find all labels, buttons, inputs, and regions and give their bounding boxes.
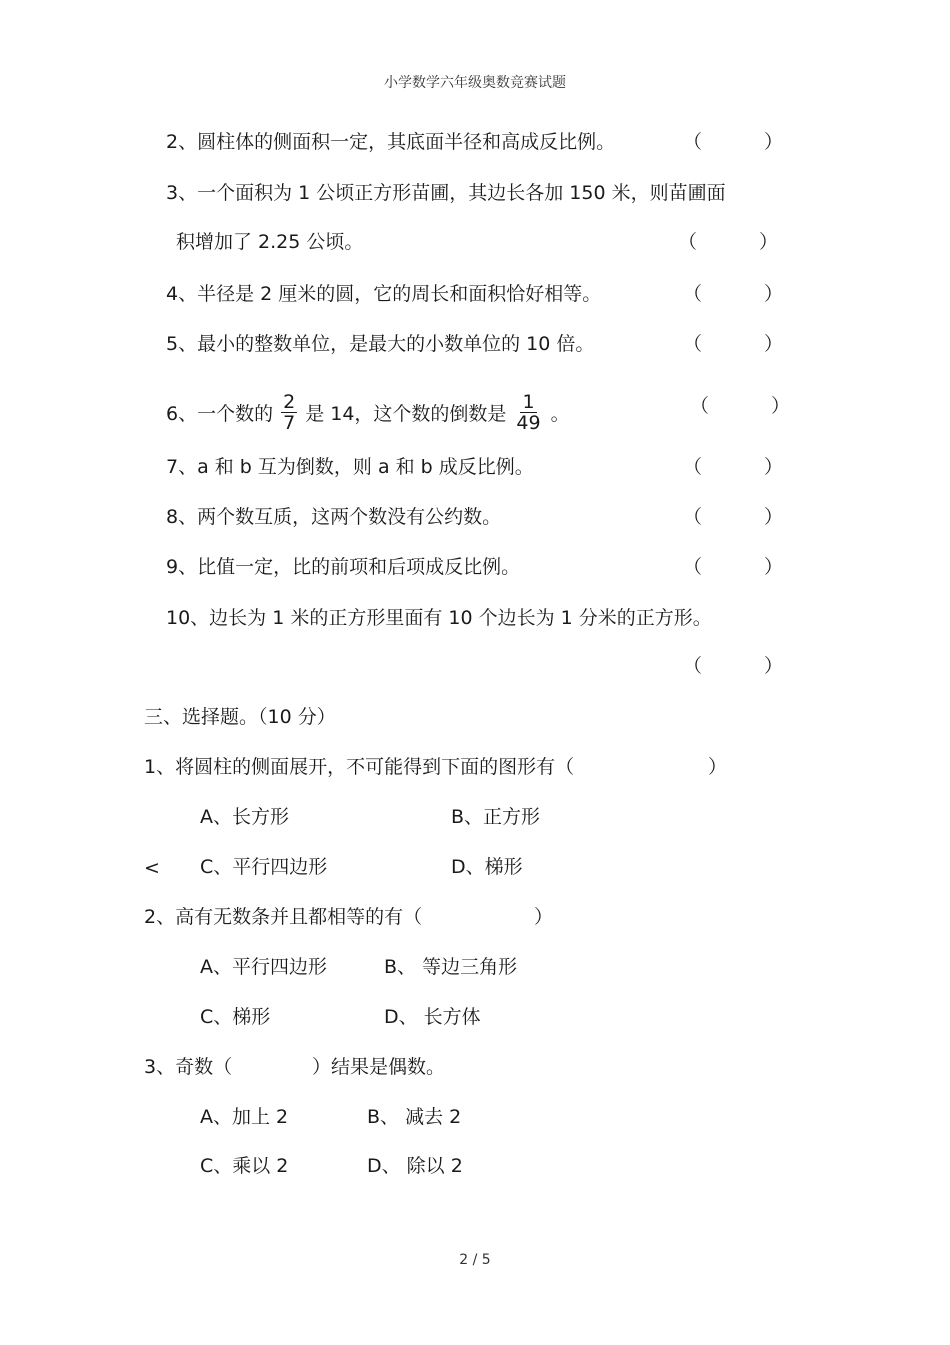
judgment-item-5: 5、最小的整数单位，是最大的小数单位的 10 倍。 bbox=[166, 333, 595, 355]
fraction-1-49: $\frac{1}{49}$ bbox=[516, 391, 541, 434]
choice-q2-option-c: C、梯形 bbox=[200, 1006, 271, 1028]
judgment-item-8: 8、两个数互质，这两个数没有公约数。 bbox=[166, 506, 502, 528]
answer-paren-7: （ ） bbox=[683, 456, 784, 478]
choice-q2-option-d: D、 长方体 bbox=[384, 1006, 481, 1028]
answer-paren-4: （ ） bbox=[683, 283, 784, 305]
section-title-choice: 三、选择题。（10 分） bbox=[144, 706, 336, 728]
answer-paren-9: （ ） bbox=[683, 556, 784, 578]
choice-q2-stem: 2、高有无数条并且都相等的有（ bbox=[144, 906, 423, 928]
choice-q3-option-a: A、加上 2 bbox=[200, 1106, 289, 1128]
answer-paren-3: （ ） bbox=[678, 231, 779, 253]
choice-q3-stem: 3、奇数（ bbox=[144, 1056, 233, 1078]
answer-paren-5: （ ） bbox=[683, 333, 784, 355]
choice-q1-close: ） bbox=[708, 756, 728, 778]
choice-q1-stem: 1、将圆柱的侧面展开，不可能得到下面的图形有（ bbox=[144, 756, 575, 778]
choice-q3-option-d: D、 除以 2 bbox=[367, 1155, 463, 1177]
stray-marker: < bbox=[144, 857, 160, 879]
choice-q1-option-a: A、长方形 bbox=[200, 806, 289, 828]
choice-q3-close: ）结果是偶数。 bbox=[312, 1056, 446, 1078]
choice-q2-option-b: B、 等边三角形 bbox=[384, 956, 518, 978]
choice-q2-close: ） bbox=[534, 906, 554, 928]
choice-q3-option-b: B、 减去 2 bbox=[367, 1106, 462, 1128]
judgment-item-2: 2、圆柱体的侧面积一定，其底面半径和高成反比例。 bbox=[166, 131, 616, 153]
answer-paren-2: （ ） bbox=[683, 131, 784, 153]
judgment-item-6: 6、一个数的 $\frac{2}{7}$ 是 14，这个数的倒数是 $\frac{1}{49}$ 。 bbox=[166, 391, 570, 434]
answer-paren-8: （ ） bbox=[683, 506, 784, 528]
judgment-item-10: 10、边长为 1 米的正方形里面有 10 个边长为 1 分米的正方形。 bbox=[166, 607, 712, 629]
judgment-item-3-cont: 积增加了 2.25 公顷。 bbox=[176, 231, 364, 253]
choice-q3-option-c: C、乘以 2 bbox=[200, 1155, 289, 1177]
fraction-2-7: $\frac{2}{7}$ bbox=[283, 391, 296, 434]
answer-paren-10: （ ） bbox=[683, 655, 784, 677]
choice-q1-option-c: C、平行四边形 bbox=[200, 856, 328, 878]
page-header: 小学数学六年级奥数竞赛试题 bbox=[384, 75, 566, 91]
judgment-item-9: 9、比值一定，比的前项和后项成反比例。 bbox=[166, 556, 521, 578]
judgment-item-7: 7、a 和 b 互为倒数，则 a 和 b 成反比例。 bbox=[166, 456, 534, 478]
judgment-item-4: 4、半径是 2 厘米的圆，它的周长和面积恰好相等。 bbox=[166, 283, 602, 305]
choice-q1-option-d: D、梯形 bbox=[451, 856, 523, 878]
answer-paren-6: （ ） bbox=[690, 395, 791, 417]
judgment-item-3: 3、一个面积为 1 公顷正方形苗圃，其边长各加 150 米，则苗圃面 bbox=[166, 182, 726, 204]
choice-q1-option-b: B、正方形 bbox=[451, 806, 541, 828]
page-number: 2 / 5 bbox=[459, 1252, 491, 1268]
choice-q2-option-a: A、平行四边形 bbox=[200, 956, 327, 978]
